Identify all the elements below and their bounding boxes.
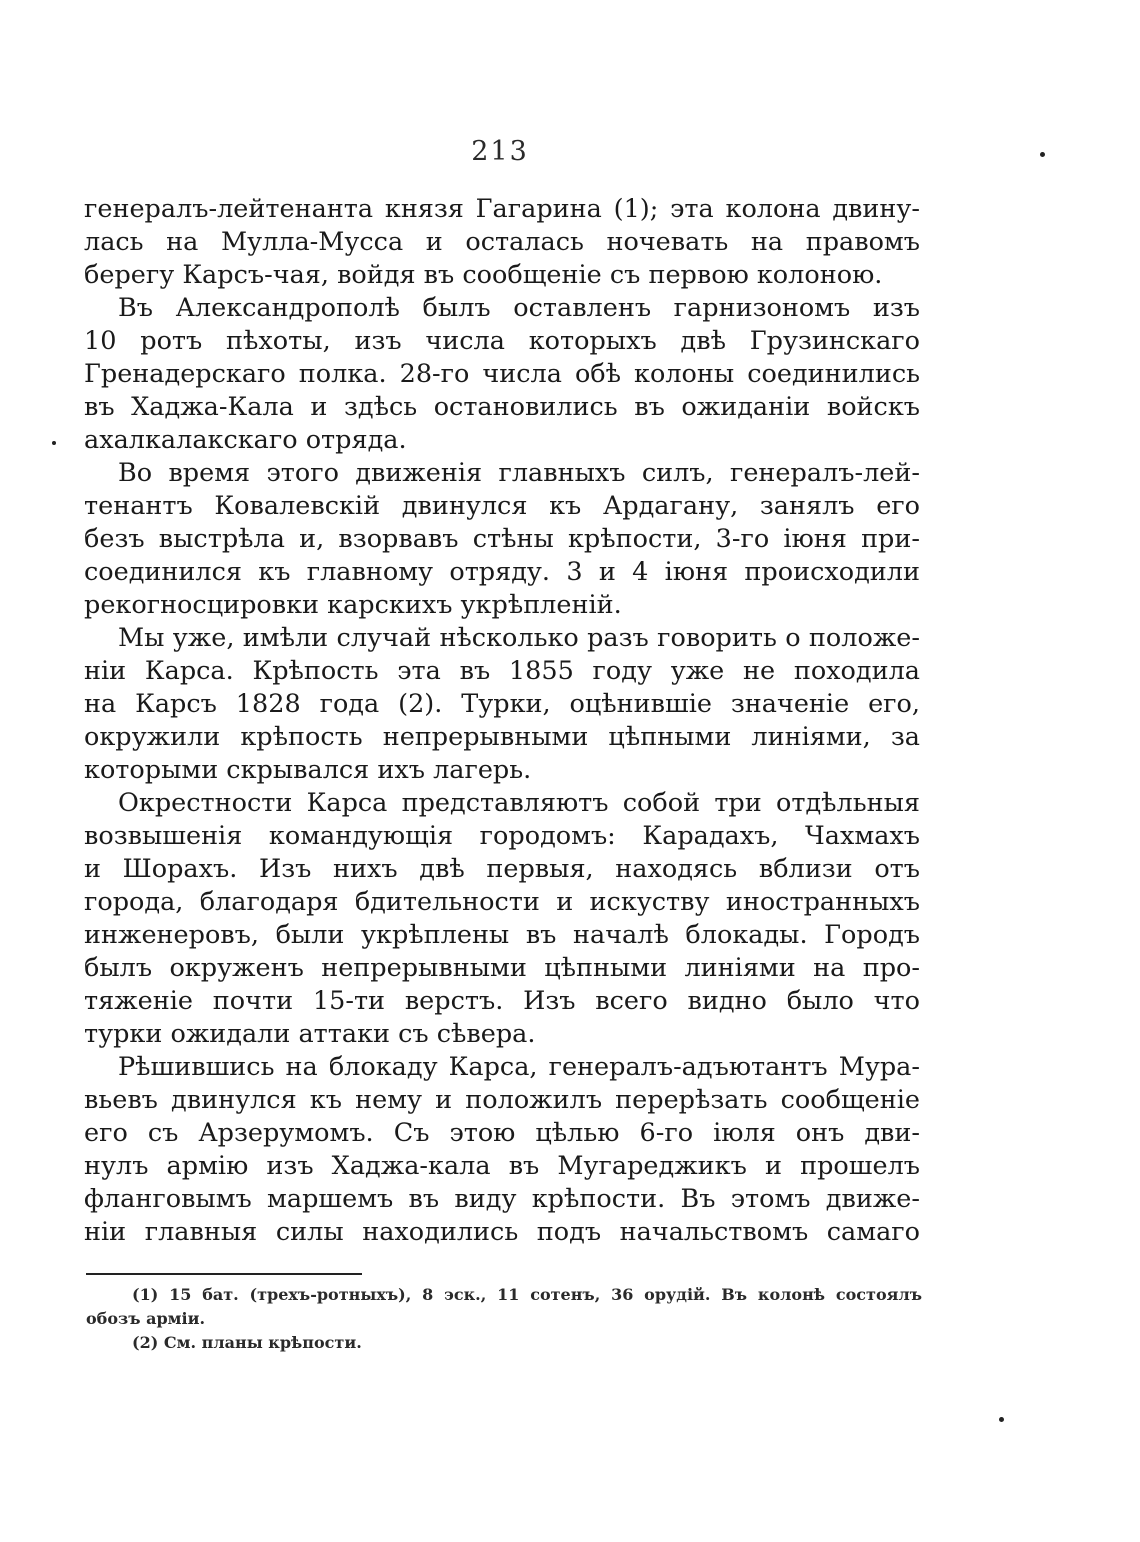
text-line: тяженіе почти 15-ти верстъ. Изъ всего видно было что	[84, 986, 920, 1016]
paragraph	[84, 787, 920, 1051]
paragraph	[84, 457, 920, 622]
paragraph	[84, 292, 920, 457]
print-speck	[1040, 152, 1045, 157]
text-line: безъ выстрѣла и, взорвавъ стѣны крѣпости, 3-го іюня при-	[84, 524, 920, 554]
text-line: вьевъ двинулся къ нему и положилъ перерѣзать сообщеніе	[84, 1085, 920, 1115]
text-line: инженеровъ, были укрѣплены въ началѣ блокады. Городъ	[84, 920, 920, 950]
text-line: Въ Александрополѣ былъ оставленъ гарнизономъ изъ	[118, 293, 920, 323]
text-line: Гренадерскаго полка. 28-го числа обѣ колоны соединились	[84, 359, 920, 389]
text-line: на Карсъ 1828 года (2). Турки, оцѣнившіе значеніе его,	[84, 689, 920, 719]
text-line: ніи Карса. Крѣпость эта въ 1855 году уже не походила	[84, 656, 920, 686]
text-line: тенантъ Ковалевскій двинулся къ Ардагану, занялъ его	[84, 491, 920, 521]
text-line: которыми скрывался ихъ лагерь.	[84, 755, 532, 785]
text-line: турки ожидали аттаки съ сѣвера.	[84, 1019, 536, 1049]
text-line: соединился къ главному отряду. 3 и 4 іюня происходили	[84, 557, 920, 587]
paragraph	[84, 193, 920, 292]
text-line: и Шорахъ. Изъ нихъ двѣ первыя, находясь вблизи отъ	[84, 854, 920, 884]
text-line: берегу Карсъ-чая, войдя въ сообщеніе съ первою колоною.	[84, 260, 883, 290]
print-speck	[999, 1417, 1004, 1422]
text-line: фланговымъ маршемъ въ виду крѣпости. Въ этомъ движе-	[84, 1184, 920, 1214]
footnote-line: обозъ арміи.	[86, 1309, 206, 1328]
text-line: Окрестности Карса представляютъ собой три отдѣльныя	[118, 788, 920, 818]
text-line: былъ окруженъ непрерывными цѣпными линіями на про-	[84, 953, 920, 983]
footnote-separator	[86, 1273, 362, 1275]
footnote	[86, 1283, 922, 1331]
text-line: возвышенія командующія городомъ: Карадахъ, Чахмахъ	[84, 821, 920, 851]
footnote-line: (2) См. планы крѣпости.	[132, 1333, 362, 1352]
text-line: города, благодаря бдительности и искуству иностранныхъ	[84, 887, 920, 917]
main-text	[84, 193, 920, 1249]
text-line: Во время этого движенія главныхъ силъ, генералъ-лей-	[118, 458, 920, 488]
paragraph	[84, 1051, 920, 1249]
text-line: 10 ротъ пѣхоты, изъ числа которыхъ двѣ Грузинскаго	[84, 326, 920, 356]
paragraph	[84, 622, 920, 787]
footnote-line: (1) 15 бат. (трехъ-ротныхъ), 8 эск., 11 сотенъ, 36 орудій. Въ колонѣ состоялъ	[132, 1285, 922, 1304]
text-line: его съ Арзерумомъ. Съ этою цѣлью 6-го іюля онъ дви-	[84, 1118, 920, 1148]
text-line: Мы уже, имѣли случай нѣсколько разъ говорить о положе-	[118, 623, 920, 653]
footnote	[86, 1331, 922, 1355]
text-line: нулъ армію изъ Хаджа-кала въ Мугареджикъ и прошелъ	[84, 1151, 920, 1181]
text-line: рекогносцировки карскихъ укрѣпленій.	[84, 590, 622, 620]
text-line: лась на Мулла-Мусса и осталась ночевать на правомъ	[84, 227, 920, 257]
text-line: ахалкалакскаго отряда.	[84, 425, 407, 455]
footnotes	[86, 1283, 922, 1355]
text-line: ніи главныя силы находились подъ начальствомъ самаго	[84, 1217, 920, 1247]
text-line: генералъ-лейтенанта князя Гагарина (1); эта колона двину-	[84, 194, 920, 224]
text-line: окружили крѣпость непрерывными цѣпными линіями, за	[84, 722, 920, 752]
text-line: Рѣшившись на блокаду Карса, генералъ-адъютантъ Мура-	[118, 1052, 920, 1082]
text-line: въ Хаджа-Кала и здѣсь остановились въ ожиданіи войскъ	[84, 392, 920, 422]
print-speck	[52, 441, 56, 445]
page-number: 213	[471, 136, 529, 167]
